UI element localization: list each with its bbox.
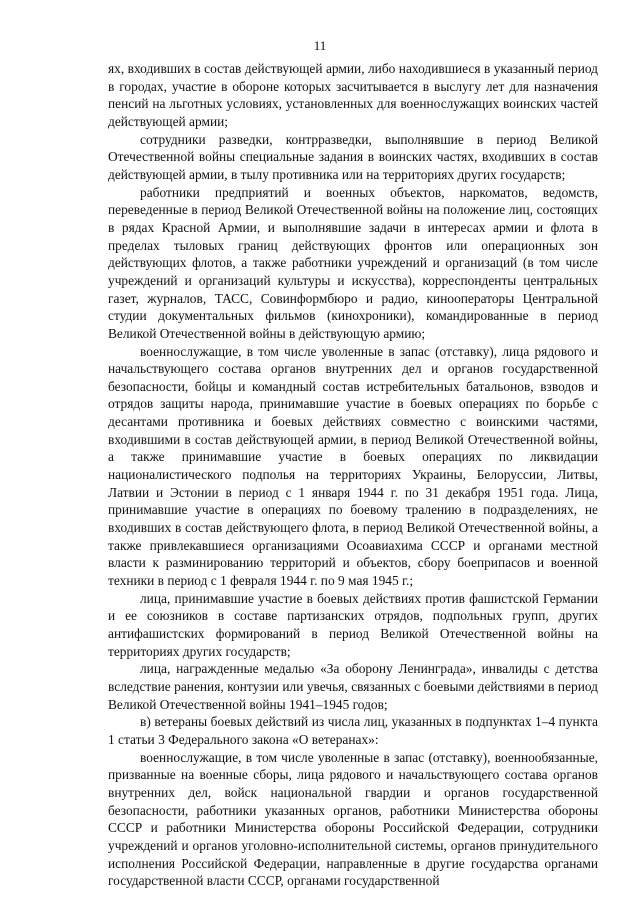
- paragraph-intelligence-officers: сотрудники разведки, контрразведки, выполнявшие в период Великой Отечественной войны специальные задания в воинских частях, входивших в состав действующей армии, в тылу противника или на территориях других государств;: [108, 131, 598, 182]
- paragraph-continuation: ях, входивших в состав действующей армии, либо находившиеся в указанный период в городах, участие в обороне которых засчитывается в выслугу лет для назначения пенсий на льготных условиях, установленных для военнослужащих воинских частей действующей армии;: [108, 61, 598, 129]
- paragraph-enterprise-workers: работники предприятий и военных объектов, наркоматов, ведомств, переведенные в период Великой Отечественной войны на положение лиц, состоящих в рядах Красной Армии, и выполнявшие задачи в интересах армии и флота в пределах тыловых границ действующих фронтов или операционных зон действующих флотов, а также работники учреждений и организаций (в том числе учреждений и организаций культуры и искусства), корреспонденты центральных газет, журналов, ТАСС, Совинформбюро и радио, кинооператоры Центральной студии документальных фильмов (кинохроники), командированные в период Великой Отечественной войны в действующую армию;: [108, 184, 598, 341]
- paragraph-servicemen-abroad: военнослужащие, в том числе уволенные в запас (отставку), военнообязанные, призванные на военные сборы, лица рядового и начальствующего состава органов внутренних дел, войск национальной гвардии и органов государственной безопасности, работники указанных органов, работники Министерства обороны СССР и работники Министерства обороны Российской Федерации, сотрудники учреждений и органов уголовно-исполнительной системы, органов принудительного исполнения Российской Федерации, направленные в другие государства органами государственной власти СССР, органами государственной: [108, 749, 598, 889]
- document-body: [108, 60, 598, 890]
- page-number: 11: [313, 38, 327, 53]
- paragraph-leningrad-medal: лица, награжденные медалью «За оборону Ленинграда», инвалиды с детства вследствие ранения, контузии или увечья, связанных с боевыми действиями в период Великой Отечественной войны 1941–1945 годов;: [108, 661, 598, 712]
- paragraph-partisans: лица, принимавшие участие в боевых действиях против фашистской Германии и ее союзников в составе партизанских отрядов, подпольных групп, других антифашистских формирований в период Великой Отечественной войны на территориях других государств;: [108, 590, 598, 659]
- paragraph-servicemen: военнослужащие, в том числе уволенные в запас (отставку), лица рядового и начальствующего состава органов внутренних дел и органов государственной безопасности, бойцы и командный состав истребительных батальонов, взводов и отрядов защиты народа, принимавшие участие в боевых операциях по борьбе с десантами противника и боевых действиях совместно с воинскими частями, входившими в состав действующей армии, в период Великой Отечественной войны, а также принимавшие участие в боевых операциях по ликвидации националистического подполья на территориях Украины, Белоруссии, Литвы, Латвии и Эстонии в период с 1 января 1944 г. по 31 декабря 1951 года. Лица, принимавшие участие в операциях по боевому тралению в подразделениях, не входивших в состав действующего флота, в период Великой Отечественной войны, а также привлекавшиеся организациями Осоавиахима СССР и органами местной власти к разминированию территорий и объектов, сбору боеприпасов и военной техники в период с 1 февраля 1944 г. по 9 мая 1945 г.;: [108, 343, 598, 589]
- paragraph-combat-veterans: в) ветераны боевых действий из числа лиц, указанных в подпунктах 1–4 пункта 1 статьи 3 Федерального закона «О ветеранах»:: [108, 714, 598, 747]
